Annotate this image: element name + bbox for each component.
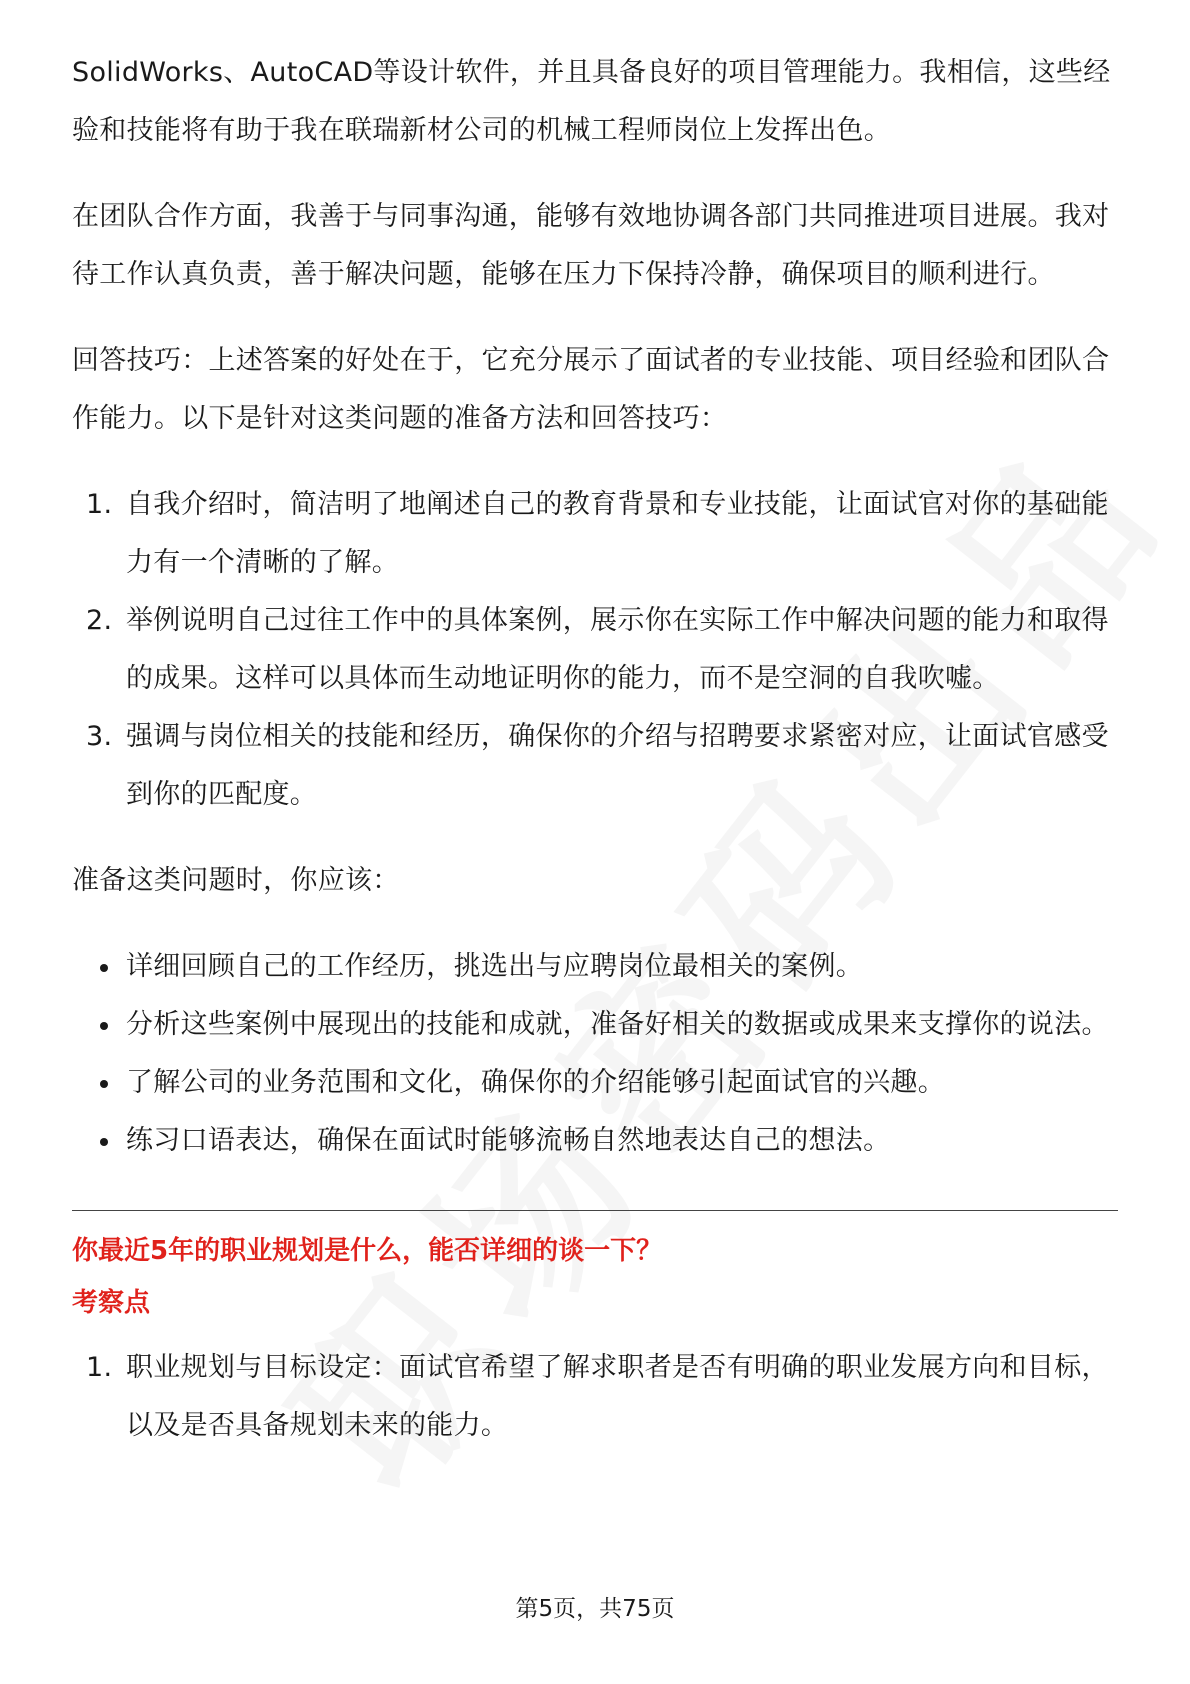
list-item bbox=[72, 938, 1118, 996]
list-number: 3. bbox=[86, 721, 113, 752]
points-list bbox=[72, 1339, 1118, 1455]
list-item-text: 自我介绍时，简洁明了地阐述自己的教育背景和专业技能，让面试官对你的基础能力有一个清晰的了解。 bbox=[126, 489, 1109, 578]
list-item-text: 分析这些案例中展现出的技能和成就，准备好相关的数据或成果来支撑你的说法。 bbox=[126, 1009, 1109, 1040]
list-item bbox=[72, 1054, 1118, 1112]
paragraph: 回答技巧：上述答案的好处在于，它充分展示了面试者的专业技能、项目经验和团队合作能力。以下是针对这类问题的准备方法和回答技巧： bbox=[72, 345, 1110, 434]
prep-list bbox=[72, 938, 1118, 1170]
list-item-text: 举例说明自己过往工作中的具体案例，展示你在实际工作中解决问题的能力和取得的成果。这样可以具体而生动地证明你的能力，而不是空洞的自我吹嘘。 bbox=[126, 605, 1109, 694]
list-item bbox=[72, 1112, 1118, 1170]
list-item-text: 了解公司的业务范围和文化，确保你的介绍能够引起面试官的兴趣。 bbox=[126, 1067, 945, 1098]
bullet-icon bbox=[100, 1138, 108, 1146]
list-number: 1. bbox=[86, 1352, 113, 1383]
document-page bbox=[72, 44, 1118, 1483]
page-footer: 第5页，共75页 bbox=[515, 1596, 675, 1622]
paragraph: 准备这类问题时，你应该： bbox=[72, 865, 400, 896]
section-divider bbox=[72, 1210, 1118, 1211]
list-item bbox=[72, 476, 1118, 592]
question-heading: 你最近5年的职业规划是什么，能否详细的谈一下？ bbox=[72, 1236, 663, 1266]
bullet-icon bbox=[100, 964, 108, 972]
list-item bbox=[72, 592, 1118, 708]
list-item bbox=[72, 708, 1118, 824]
list-item-text: 详细回顾自己的工作经历，挑选出与应聘岗位最相关的案例。 bbox=[126, 951, 864, 982]
list-item-text: 职业规划与目标设定：面试官希望了解求职者是否有明确的职业发展方向和目标，以及是否具备规划未来的能力。 bbox=[126, 1352, 1109, 1441]
bullet-icon bbox=[100, 1022, 108, 1030]
paragraph: 在团队合作方面，我善于与同事沟通，能够有效地协调各部门共同推进项目进展。我对待工作认真负责，善于解决问题，能够在压力下保持冷静，确保项目的顺利进行。 bbox=[72, 201, 1110, 290]
paragraph: SolidWorks、AutoCAD等设计软件，并且具备良好的项目管理能力。我相信，这些经验和技能将有助于我在联瑞新材公司的机械工程师岗位上发挥出色。 bbox=[72, 57, 1111, 146]
list-item-text: 强调与岗位相关的技能和经历，确保你的介绍与招聘要求紧密对应，让面试官感受到你的匹配度。 bbox=[126, 721, 1109, 810]
section-subheading: 考察点 bbox=[72, 1288, 151, 1318]
list-item bbox=[72, 996, 1118, 1054]
list-item bbox=[72, 1339, 1118, 1455]
list-number: 1. bbox=[86, 489, 113, 520]
tips-list bbox=[72, 476, 1118, 824]
list-item-text: 练习口语表达，确保在面试时能够流畅自然地表达自己的想法。 bbox=[126, 1125, 891, 1156]
list-number: 2. bbox=[86, 605, 113, 636]
bullet-icon bbox=[100, 1080, 108, 1088]
